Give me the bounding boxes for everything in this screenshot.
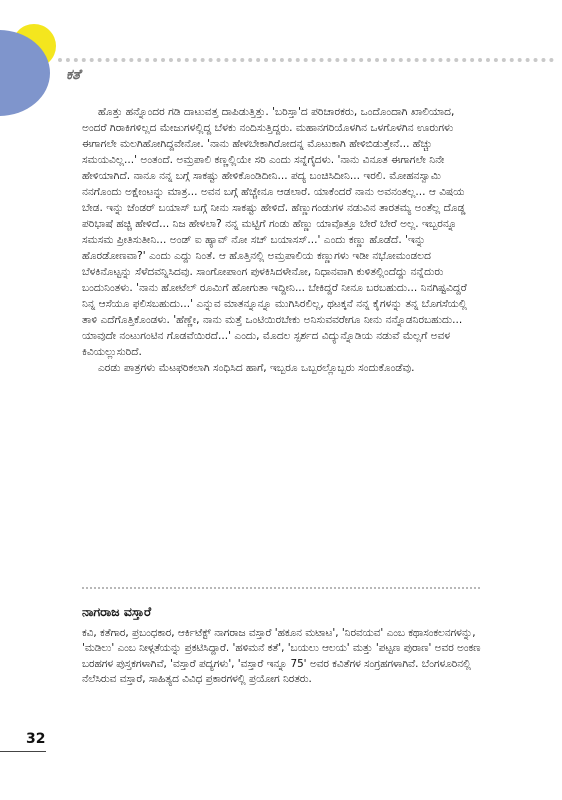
bio-dotted-rule — [82, 587, 480, 589]
author-bio — [82, 604, 492, 688]
story-paragraph: ಹೊತ್ತು ಹನ್ನೊಂದರ ಗಡಿ ದಾಟುವತ್ತ ದಾಪಿಡುತ್ತಿತ್ತು. 'ಬರಿಸ್ತಾ'ದ ಪರಿಚಾರಕರು, ಒಂದೊಂದಾಗಿ ಖಾಲಿಯಾದ, ಅಂದರೆ ಗಿರಾಕಿಗಳಿಲ್ಲದ ಮೇಜುಗಳಲ್ಲಿದ್ದ ಬೆಳಕು ನಂದಿಸುತ್ತಿದ್ದರು. ಮಹಾನಗರಿಯೊಳಗಿನ ಒಳಗೊಳಗಿನ ಊರುಗಳು ಈಗಾಗಲೇ ಮಲಗಿಹೋಗಿದ್ದವೇನೋ. 'ನಾನು ಹೇಳಬೇಕಾಗಿರೋದನ್ನ ಮೊಟುಕಾಗಿ ಹೇಳಿಬಿಡುತ್ತೇನೆ... ಹೆಚ್ಚು ಸಮಯವಿಲ್ಲ...' ಅಂತಂದೆ. ಅಮ್ರಪಾಲಿ ಕಣ್ಣಲ್ಲಿಯೇ ಸರಿ ಎಂದು ಸನ್ನೆಗೈದಳು. 'ನಾನು ವಿನೂತ ಈಗಾಗಲೇ ನಿನೇ ಹೇಳಿಯಾಗಿದೆ. ನಾನೂ ನನ್ನ ಬಗ್ಗೆ ಸಾಕಷ್ಟು ಹೇಳಿಕೊಂಡಿದೀನಿ... ಪದ್ಯ ಬಂಚಿಸಿದೀನಿ... ಇರಲಿ. ಮೋಹನಸ್ವಾಮಿ ನನಗೊಂದು ಅಕ್ಷೇಂಟನ್ನು ಮಾತ್ರ... ಅವನ ಬಗ್ಗೆ ಹೆಚ್ಚೇನೂ ಆಡಲಾರೆ. ಯಾಕೆಂದರೆ ನಾನು ಅವನಂತಲ್ಲ... ಆ ವಿಷಯ ಬೇಡ. ಇನ್ನು ಜೆಂಡರ್ ಬಯಾಸ್ ಬಗ್ಗೆ ನೀನು ಸಾಕಷ್ಟು ಹೇಳಿದೆ. ಹೆಣ್ಣುಗಂಡುಗಳ ನಡುವಿನ ತಾರತಮ್ಯ ಅಂತೆಲ್ಲ ದೊಡ್ಡ ಪರಿಭಾಷೆ ಹಚ್ಚಿ ಹೇಳಿದೆ... ನಿಜ ಹೇಳಲಾ? ನನ್ನ ಮಟ್ಟಿಗೆ ಗಂಡು ಹೆಣ್ಣು ಯಾವೊತ್ತೂ ಬೇರೆ ಬೇರೆ ಅಲ್ಲ. ಇಬ್ಬರನ್ನೂ ಸಮಸಮ ಪ್ರೀತಿಸುತೀನಿ... ಅಂಡ್ ಐ ಹ್ಯಾವ್ ನೋ ಸಚ್ ಬಯಾಸಸ್...' ಎಂದು ಕಣ್ಣು ಹೊಡೆದೆ. 'ಇನ್ನು ಹೊರಡೋಣವಾ?' ಎಂದು ಎದ್ದು ನಿಂತೆ. ಆ ಹೊತ್ತಿನಲ್ಲಿ ಅಮ್ರಪಾಲಿಯ ಕಣ್ಣುಗಳು ಇಡೀ ನಭೋಮಂಡಲದ ಬೆಳಕಿನೊಟ್ಟನ್ನು ಸೆಳೆದವನ್ನಿಸಿದವು. ಸಾಂಗೋಪಾಂಗ ಪುಳಕಿಸಿದಳೇನೋ, ನಿಧಾನವಾಗಿ ಕುಳಿತಲ್ಲಿಂದೆದ್ದು ನನ್ನೆದುರು ಬಂದುನಿಂತಳು. 'ನಾನು ಹೋಟೆಲ್ ರೂಮಿಗೆ ಹೋಗುತಾ ಇದ್ದೀನಿ... ಬೇಕಿದ್ದರೆ ನೀನೂ ಬರಬಹುದು... ನಿನಗಿಷ್ಟವಿದ್ದರೆ ನಿನ್ನ ಆಸೆಯೂ ಫಲಿಸಬಹುದು...' ಎನ್ನುವ ಮಾತನ್ನೂನ್ನೂ ಮುಗಿಸಿರಲಿಲ್ಲ, ಥಟಕ್ಕನೆ ನನ್ನ ಕೈಗಳನ್ನು ತನ್ನ ಬೊಗಸೆಯಲ್ಲಿ ತಾಳಿ ಎದೆಗೊತ್ತಿಕೊಂಡಳು. 'ಹೆಣ್ಣೇ, ನಾನು ಮತ್ತೆ ಒಂಟಿಯಿರಬೇಕು ಅನಿಸುವವರೇಗೂ ನೀನು ನನ್ನೊಡನಿರಬಹುದು... ಯಾವುದೇ ನಂಟುಗಂಟಿನ ಗೊಡವೆಯಿರದೆ...' ಎಂದು, ಮೊದಲ ಸ್ಪರ್ಶದ ವಿದ್ಯುನ್ನೊಡಿಯ ನಡುವೆ ಮೆಲ್ಲಗೆ ಅವಳ ಕಿವಿಯಲ್ಲುಸುರಿದೆ. — [82, 106, 467, 358]
story-body — [82, 104, 482, 376]
page-number-rule — [0, 751, 46, 752]
story-paragraph: ಎರಡು ಪಾತ್ರಗಳು ಮೆಟಫರಿಕಲಾಗಿ ಸಂಧಿಸಿದ ಹಾಗೆ, ಇಬ್ಬರೂ ಒಬ್ಬರಲ್ಲೊಬ್ಬರು ಸಂದುಕೊಂಡೆವು. — [98, 362, 415, 374]
section-label: ಕತೆ — [66, 67, 81, 83]
author-name: ನಾಗರಾಜ ವಸ್ತಾರೆ — [82, 604, 152, 619]
page-number: 32 — [26, 731, 46, 747]
header-dotted-rule — [58, 58, 554, 62]
author-bio-text: ಕವಿ, ಕತೆಗಾರ, ಪ್ರಬಂಧಕಾರ, ಆರ್ಕಿಟೆಕ್ಟ್ ನಾಗರಾಜ ವಸ್ತಾರೆ 'ಹಕೂನ ಮಟಾಟ', 'ನಿರವಯವ' ಎಂಬ ಕಥಾಸಂಕಲನಗಳನ್ನು, 'ಮಡಿಲು' ಎಂಬ ನೀಳ್ಗತೆಯನ್ನು ಪ್ರಕಟಿಸಿದ್ದಾರೆ. 'ಹಳಿಮನೆ ಕತೆ', 'ಬಯಲು ಆಲಯ' ಮತ್ತು 'ಪಟ್ಟಣ ಪುರಾಣ' ಅವರ ಅಂಕಣ ಬರಹಗಳ ಪುಸ್ತಕಗಳಾಗಿವೆ, 'ವಸ್ತಾರೆ ಪದ್ಯಗಳು', 'ವಸ್ತಾರೆ ಇನ್ನೂ 75' ಅವರ ಕವಿತೆಗಳ ಸಂಗ್ರಹಗಳಾಗಿವೆ. ಬೆಂಗಳೂರಿನಲ್ಲಿ ನೆಲೆಸಿರುವ ವಸ್ತಾರೆ, ಸಾಹಿತ್ಯದ ವಿವಿಧ ಪ್ರಕಾರಗಳಲ್ಲಿ ಪ್ರಯೋಗ ನಿರತರು. — [82, 627, 481, 686]
